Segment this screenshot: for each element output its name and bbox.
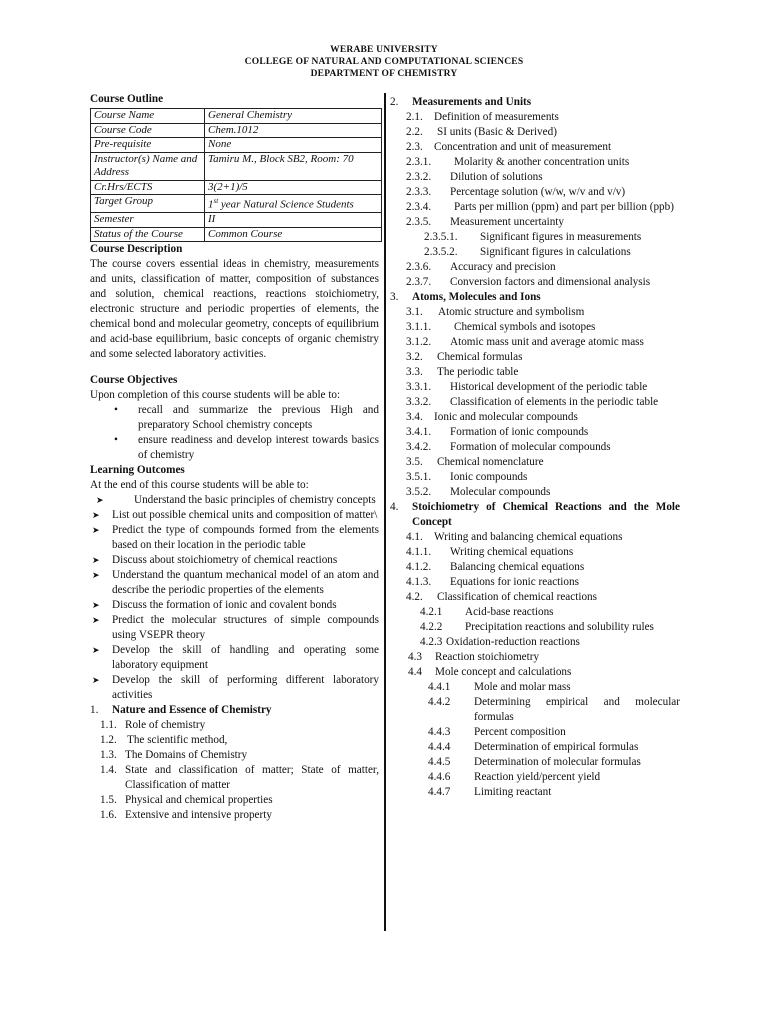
toc-item-number: 3.3. xyxy=(406,366,423,378)
toc-item-number: 4.4.2 xyxy=(428,696,451,708)
left-column xyxy=(90,92,379,823)
toc-item xyxy=(90,808,379,823)
toc-item-text: SI units (Basic & Derived) xyxy=(437,126,557,138)
toc-item-text: Determination of empirical formulas xyxy=(474,741,639,753)
table-label: Course Name xyxy=(91,109,205,124)
toc-item xyxy=(390,320,680,335)
toc-item xyxy=(390,170,680,185)
toc-item xyxy=(390,590,680,605)
arrow-bullet-icon: ➤ xyxy=(92,615,100,626)
toc-item-text: Chemical nomenclature xyxy=(437,456,544,468)
course-objectives-title: Course Objectives xyxy=(90,374,178,387)
toc-item-text: Limiting reactant xyxy=(474,786,552,798)
toc-item-text: Historical development of the periodic table xyxy=(450,381,648,393)
toc-item-text: Determining empirical and molecular formulas xyxy=(474,696,680,723)
toc-item-text: Atomic structure and symbolism xyxy=(438,306,585,318)
toc-item-text: Mole and molar mass xyxy=(474,681,571,693)
toc-item-text: Accuracy and precision xyxy=(450,261,556,273)
arrow-bullet-icon: ➤ xyxy=(92,570,100,581)
toc-item-number: 3.3.1. xyxy=(406,381,432,393)
toc-item-text: Conversion factors and dimensional analysis xyxy=(450,276,651,288)
toc-item-text: Equations for ionic reactions xyxy=(450,576,579,588)
table-value: General Chemistry xyxy=(205,109,382,124)
toc-item xyxy=(390,560,680,575)
toc-item xyxy=(390,95,680,110)
toc-item-text: Physical and chemical properties xyxy=(125,794,273,807)
arrow-bullet-icon: ➤ xyxy=(92,675,100,686)
toc-item xyxy=(390,665,680,680)
toc-item-number: 3.1. xyxy=(406,306,423,318)
table-row xyxy=(91,195,382,213)
table-value: Common Course xyxy=(205,227,382,242)
course-description-text: The course covers essential ideas in chemistry, measurements and units, classification of matter, composition of substances and solution, chemical reactions, reactions stoichiometry, electronic structure and periodic properties of elements, the chemical bond and molecular geometry, concepts of equilibrium and acid-base equilibrium, basic concepts of organic chemistry and some selected laboratory activities. xyxy=(90,258,379,361)
list-item: • ensure readiness and develop interest towards basics of chemistry xyxy=(114,434,379,462)
toc-item xyxy=(390,380,680,395)
toc-item-number: 4.1.3. xyxy=(406,576,432,588)
toc-item xyxy=(390,215,680,230)
objectives-list xyxy=(90,403,379,463)
bullet-icon: • xyxy=(114,434,118,447)
toc-item-text: Role of chemistry xyxy=(125,719,206,732)
toc-item-number: 4.1. xyxy=(406,531,423,543)
toc-item-text: Reaction stoichiometry xyxy=(435,651,540,663)
toc-item-number: 2.3.5.1. xyxy=(424,231,458,243)
toc-item xyxy=(90,718,379,733)
toc-item xyxy=(390,650,680,665)
right-column xyxy=(390,95,680,800)
toc-item xyxy=(390,770,680,785)
toc-item-number: 3.5. xyxy=(406,456,423,468)
toc-item xyxy=(390,530,680,545)
toc-item xyxy=(390,290,680,305)
table-row xyxy=(91,180,382,195)
toc-item-number: 1. xyxy=(90,704,99,717)
table-label: Course Code xyxy=(91,123,205,138)
toc-item xyxy=(390,545,680,560)
toc-item-text: Reaction yield/percent yield xyxy=(474,771,601,783)
table-value: 1st year Natural Science Students xyxy=(205,195,382,213)
toc-item-text: Classification of elements in the periodic table xyxy=(450,396,659,408)
toc-item xyxy=(390,695,680,725)
toc-item-number: 4.4.7 xyxy=(428,786,451,798)
toc-left xyxy=(90,703,379,823)
toc-item-number: 2.1. xyxy=(406,111,423,123)
toc-item-text: Acid-base reactions xyxy=(465,606,554,618)
toc-item xyxy=(90,763,379,793)
toc-item-number: 2.3. xyxy=(406,141,423,153)
toc-item xyxy=(390,395,680,410)
table-label: Target Group xyxy=(91,195,205,213)
toc-item-text: Balancing chemical equations xyxy=(450,561,585,573)
toc-item-number: 2.3.1. xyxy=(406,156,432,168)
arrow-bullet-icon: ➤ xyxy=(92,510,100,521)
toc-item xyxy=(390,245,680,260)
toc-item-number: 4.2.1 xyxy=(420,606,443,618)
table-value: II xyxy=(205,213,382,228)
toc-item-text: Formation of ionic compounds xyxy=(450,426,589,438)
toc-item-text: Chemical formulas xyxy=(437,351,523,363)
toc-item xyxy=(390,410,680,425)
list-item: ➤ Predict the molecular structures of simple compounds using VSEPR theory xyxy=(92,614,379,642)
toc-item xyxy=(390,260,680,275)
toc-item-text: Formation of molecular compounds xyxy=(450,441,611,453)
toc-item-text: Concentration and unit of measurement xyxy=(434,141,612,153)
arrow-bullet-icon: ➤ xyxy=(96,495,104,506)
list-item: • recall and summarize the previous High and preparatory School chemistry concepts xyxy=(114,404,379,432)
toc-item-text: State and classification of matter; State of matter, Classification of matter xyxy=(125,764,379,792)
outcomes-list xyxy=(90,493,379,703)
toc-item-text: Writing chemical equations xyxy=(450,546,574,558)
toc-item-number: 1.5. xyxy=(100,794,117,807)
toc-item-text: Measurements and Units xyxy=(412,96,532,108)
toc-item xyxy=(390,275,680,290)
bullet-icon: • xyxy=(114,404,118,417)
learning-outcomes-title: Learning Outcomes xyxy=(90,464,185,477)
toc-item xyxy=(390,110,680,125)
table-row xyxy=(91,123,382,138)
toc-item-number: 3.4.1. xyxy=(406,426,432,438)
toc-item-number: 4.1.2. xyxy=(406,561,432,573)
toc-item-number: 4.4 xyxy=(408,666,422,678)
toc-item-number: 4.2.2 xyxy=(420,621,443,633)
toc-item-text: Oxidation-reduction reactions xyxy=(446,636,580,648)
toc-item-number: 1.3. xyxy=(100,749,117,762)
toc-item-text: Classification of chemical reactions xyxy=(437,591,597,603)
toc-item-text: Determination of molecular formulas xyxy=(474,756,641,768)
document-header xyxy=(0,44,768,80)
toc-item-number: 2. xyxy=(390,96,399,108)
toc-item xyxy=(390,155,680,170)
toc-item-number: 3.1.1. xyxy=(406,321,432,333)
toc-item-text: The scientific method, xyxy=(127,734,228,747)
toc-item-number: 1.1. xyxy=(100,719,117,732)
university-name: WERABE UNIVERSITY xyxy=(330,45,438,55)
course-description-title: Course Description xyxy=(90,243,183,256)
toc-item-number: 3.4.2. xyxy=(406,441,432,453)
toc-item xyxy=(390,680,680,695)
arrow-bullet-icon: ➤ xyxy=(92,600,100,611)
list-item: ➤ Understand the quantum mechanical model of an atom and describe the periodic properties of the elements xyxy=(92,569,379,597)
toc-item xyxy=(90,793,379,808)
spacer xyxy=(90,362,379,373)
toc-item-text: Ionic compounds xyxy=(450,471,528,483)
outcomes-intro: At the end of this course students will be able to: xyxy=(90,479,309,492)
toc-item xyxy=(390,425,680,440)
toc-item-number: 4.4.3 xyxy=(428,726,451,738)
toc-item-number: 2.3.5.2. xyxy=(424,246,458,258)
toc-item-number: 3.5.2. xyxy=(406,486,432,498)
toc-item xyxy=(390,350,680,365)
toc-item-number: 3. xyxy=(390,291,399,303)
table-label: Pre-requisite xyxy=(91,138,205,153)
toc-item xyxy=(90,703,379,718)
table-row xyxy=(91,109,382,124)
table-value: Tamiru M., Block SB2, Room: 70 xyxy=(205,152,382,180)
toc-item xyxy=(90,733,379,748)
column-divider xyxy=(384,93,386,931)
list-item: ➤ Understand the basic principles of chemistry concepts xyxy=(96,494,376,507)
toc-item xyxy=(390,200,680,215)
toc-item-number: 3.4. xyxy=(406,411,423,423)
objectives-intro: Upon completion of this course students will be able to: xyxy=(90,389,341,402)
toc-item-number: 3.1.2. xyxy=(406,336,432,348)
table-row xyxy=(91,227,382,242)
toc-item-number: 2.3.6. xyxy=(406,261,432,273)
toc-item-number: 4.1.1. xyxy=(406,546,432,558)
toc-item xyxy=(390,335,680,350)
toc-item xyxy=(390,575,680,590)
toc-item-number: 4.4.5 xyxy=(428,756,451,768)
toc-item xyxy=(390,605,680,620)
table-value: Chem.1012 xyxy=(205,123,382,138)
toc-item xyxy=(390,500,680,530)
toc-item-number: 4. xyxy=(390,501,399,513)
toc-item xyxy=(390,620,680,635)
toc-item-text: Mole concept and calculations xyxy=(435,666,572,678)
toc-item-text: Extensive and intensive property xyxy=(125,809,272,822)
toc-item-text: Measurement uncertainty xyxy=(450,216,565,228)
arrow-bullet-icon: ➤ xyxy=(92,555,100,566)
table-row xyxy=(91,152,382,180)
toc-item xyxy=(390,185,680,200)
toc-item xyxy=(390,740,680,755)
table-row xyxy=(91,213,382,228)
course-outline-title: Course Outline xyxy=(90,93,164,105)
toc-item-number: 4.4.4 xyxy=(428,741,451,753)
college-name: COLLEGE OF NATURAL AND COMPUTATIONAL SCIENCES xyxy=(244,57,524,67)
toc-item xyxy=(390,485,680,500)
toc-right xyxy=(390,95,680,800)
table-label: Semester xyxy=(91,213,205,228)
table-row xyxy=(91,138,382,153)
toc-item-number: 4.4.1 xyxy=(428,681,451,693)
table-value: 3(2+1)/5 xyxy=(205,180,382,195)
table-label: Cr.Hrs/ECTS xyxy=(91,180,205,195)
table-label: Instructor(s) Name and Address xyxy=(91,152,205,180)
toc-item-number: 2.3.2. xyxy=(406,171,432,183)
list-item: ➤ Develop the skill of performing different laboratory activities xyxy=(92,674,379,702)
toc-item-text: Chemical symbols and isotopes xyxy=(454,321,596,333)
toc-item-number: 4.2.3 xyxy=(420,636,443,648)
arrow-bullet-icon: ➤ xyxy=(92,525,100,536)
list-item: ➤ Develop the skill of handling and operating some laboratory equipment xyxy=(92,644,379,672)
toc-item xyxy=(390,365,680,380)
list-item: ➤ Discuss about stoichiometry of chemical reactions xyxy=(92,554,338,567)
department-name: DEPARTMENT OF CHEMISTRY xyxy=(310,69,458,79)
toc-item xyxy=(390,725,680,740)
toc-item-text: Definition of measurements xyxy=(434,111,559,123)
toc-item-text: Writing and balancing chemical equations xyxy=(434,531,623,543)
toc-item-text: Percentage solution (w/w, w/v and v/v) xyxy=(450,186,626,198)
toc-item xyxy=(390,230,680,245)
toc-item xyxy=(390,785,680,800)
toc-item xyxy=(390,140,680,155)
toc-item-text: The Domains of Chemistry xyxy=(125,749,248,762)
toc-item-text: Significant figures in calculations xyxy=(480,246,631,258)
toc-item xyxy=(90,748,379,763)
toc-item-number: 4.3 xyxy=(408,651,422,663)
toc-item-text: Stoichiometry of Chemical Reactions and the Mole Concept xyxy=(412,501,680,528)
table-label: Status of the Course xyxy=(91,227,205,242)
toc-item xyxy=(390,635,680,650)
toc-item-number: 4.2. xyxy=(406,591,423,603)
toc-item-text: Atomic mass unit and average atomic mass xyxy=(450,336,644,348)
toc-item-number: 2.3.5. xyxy=(406,216,432,228)
list-item: ➤ List out possible chemical units and composition of matter\ xyxy=(92,509,378,522)
toc-item xyxy=(390,125,680,140)
toc-item-number: 2.3.4. xyxy=(406,201,432,213)
toc-item-number: 2.3.7. xyxy=(406,276,432,288)
toc-item-text: Dilution of solutions xyxy=(450,171,543,183)
toc-item-number: 3.5.1. xyxy=(406,471,432,483)
toc-item-number: 3.2. xyxy=(406,351,423,363)
toc-item xyxy=(390,470,680,485)
toc-item-number: 2.3.3. xyxy=(406,186,432,198)
toc-item xyxy=(390,305,680,320)
list-item: ➤ Discuss the formation of ionic and covalent bonds xyxy=(92,599,337,612)
toc-item-text: The periodic table xyxy=(437,366,519,378)
toc-item-number: 1.6. xyxy=(100,809,117,822)
toc-item-number: 1.2. xyxy=(100,734,117,747)
toc-item xyxy=(390,440,680,455)
toc-item-text: Molecular compounds xyxy=(450,486,551,498)
toc-item-number: 4.4.6 xyxy=(428,771,451,783)
toc-item xyxy=(390,755,680,770)
toc-item-text: Nature and Essence of Chemistry xyxy=(112,704,272,717)
course-outline-table xyxy=(90,108,382,242)
toc-item-number: 3.3.2. xyxy=(406,396,432,408)
toc-item-text: Percent composition xyxy=(474,726,566,738)
toc-item-text: Significant figures in measurements xyxy=(480,231,642,243)
toc-item xyxy=(390,455,680,470)
toc-item-text: Precipitation reactions and solubility rules xyxy=(465,621,654,633)
toc-item-text: Molarity & another concentration units xyxy=(454,156,630,168)
list-item: ➤ Predict the type of compounds formed from the elements based on their location in the periodic table xyxy=(92,524,379,552)
table-value: None xyxy=(205,138,382,153)
toc-item-number: 1.4. xyxy=(100,764,117,777)
toc-item-number: 2.2. xyxy=(406,126,423,138)
arrow-bullet-icon: ➤ xyxy=(92,645,100,656)
toc-item-text: Ionic and molecular compounds xyxy=(434,411,578,423)
toc-item-text: Parts per million (ppm) and part per billion (ppb) xyxy=(454,201,674,213)
toc-item-text: Atoms, Molecules and Ions xyxy=(412,291,541,303)
